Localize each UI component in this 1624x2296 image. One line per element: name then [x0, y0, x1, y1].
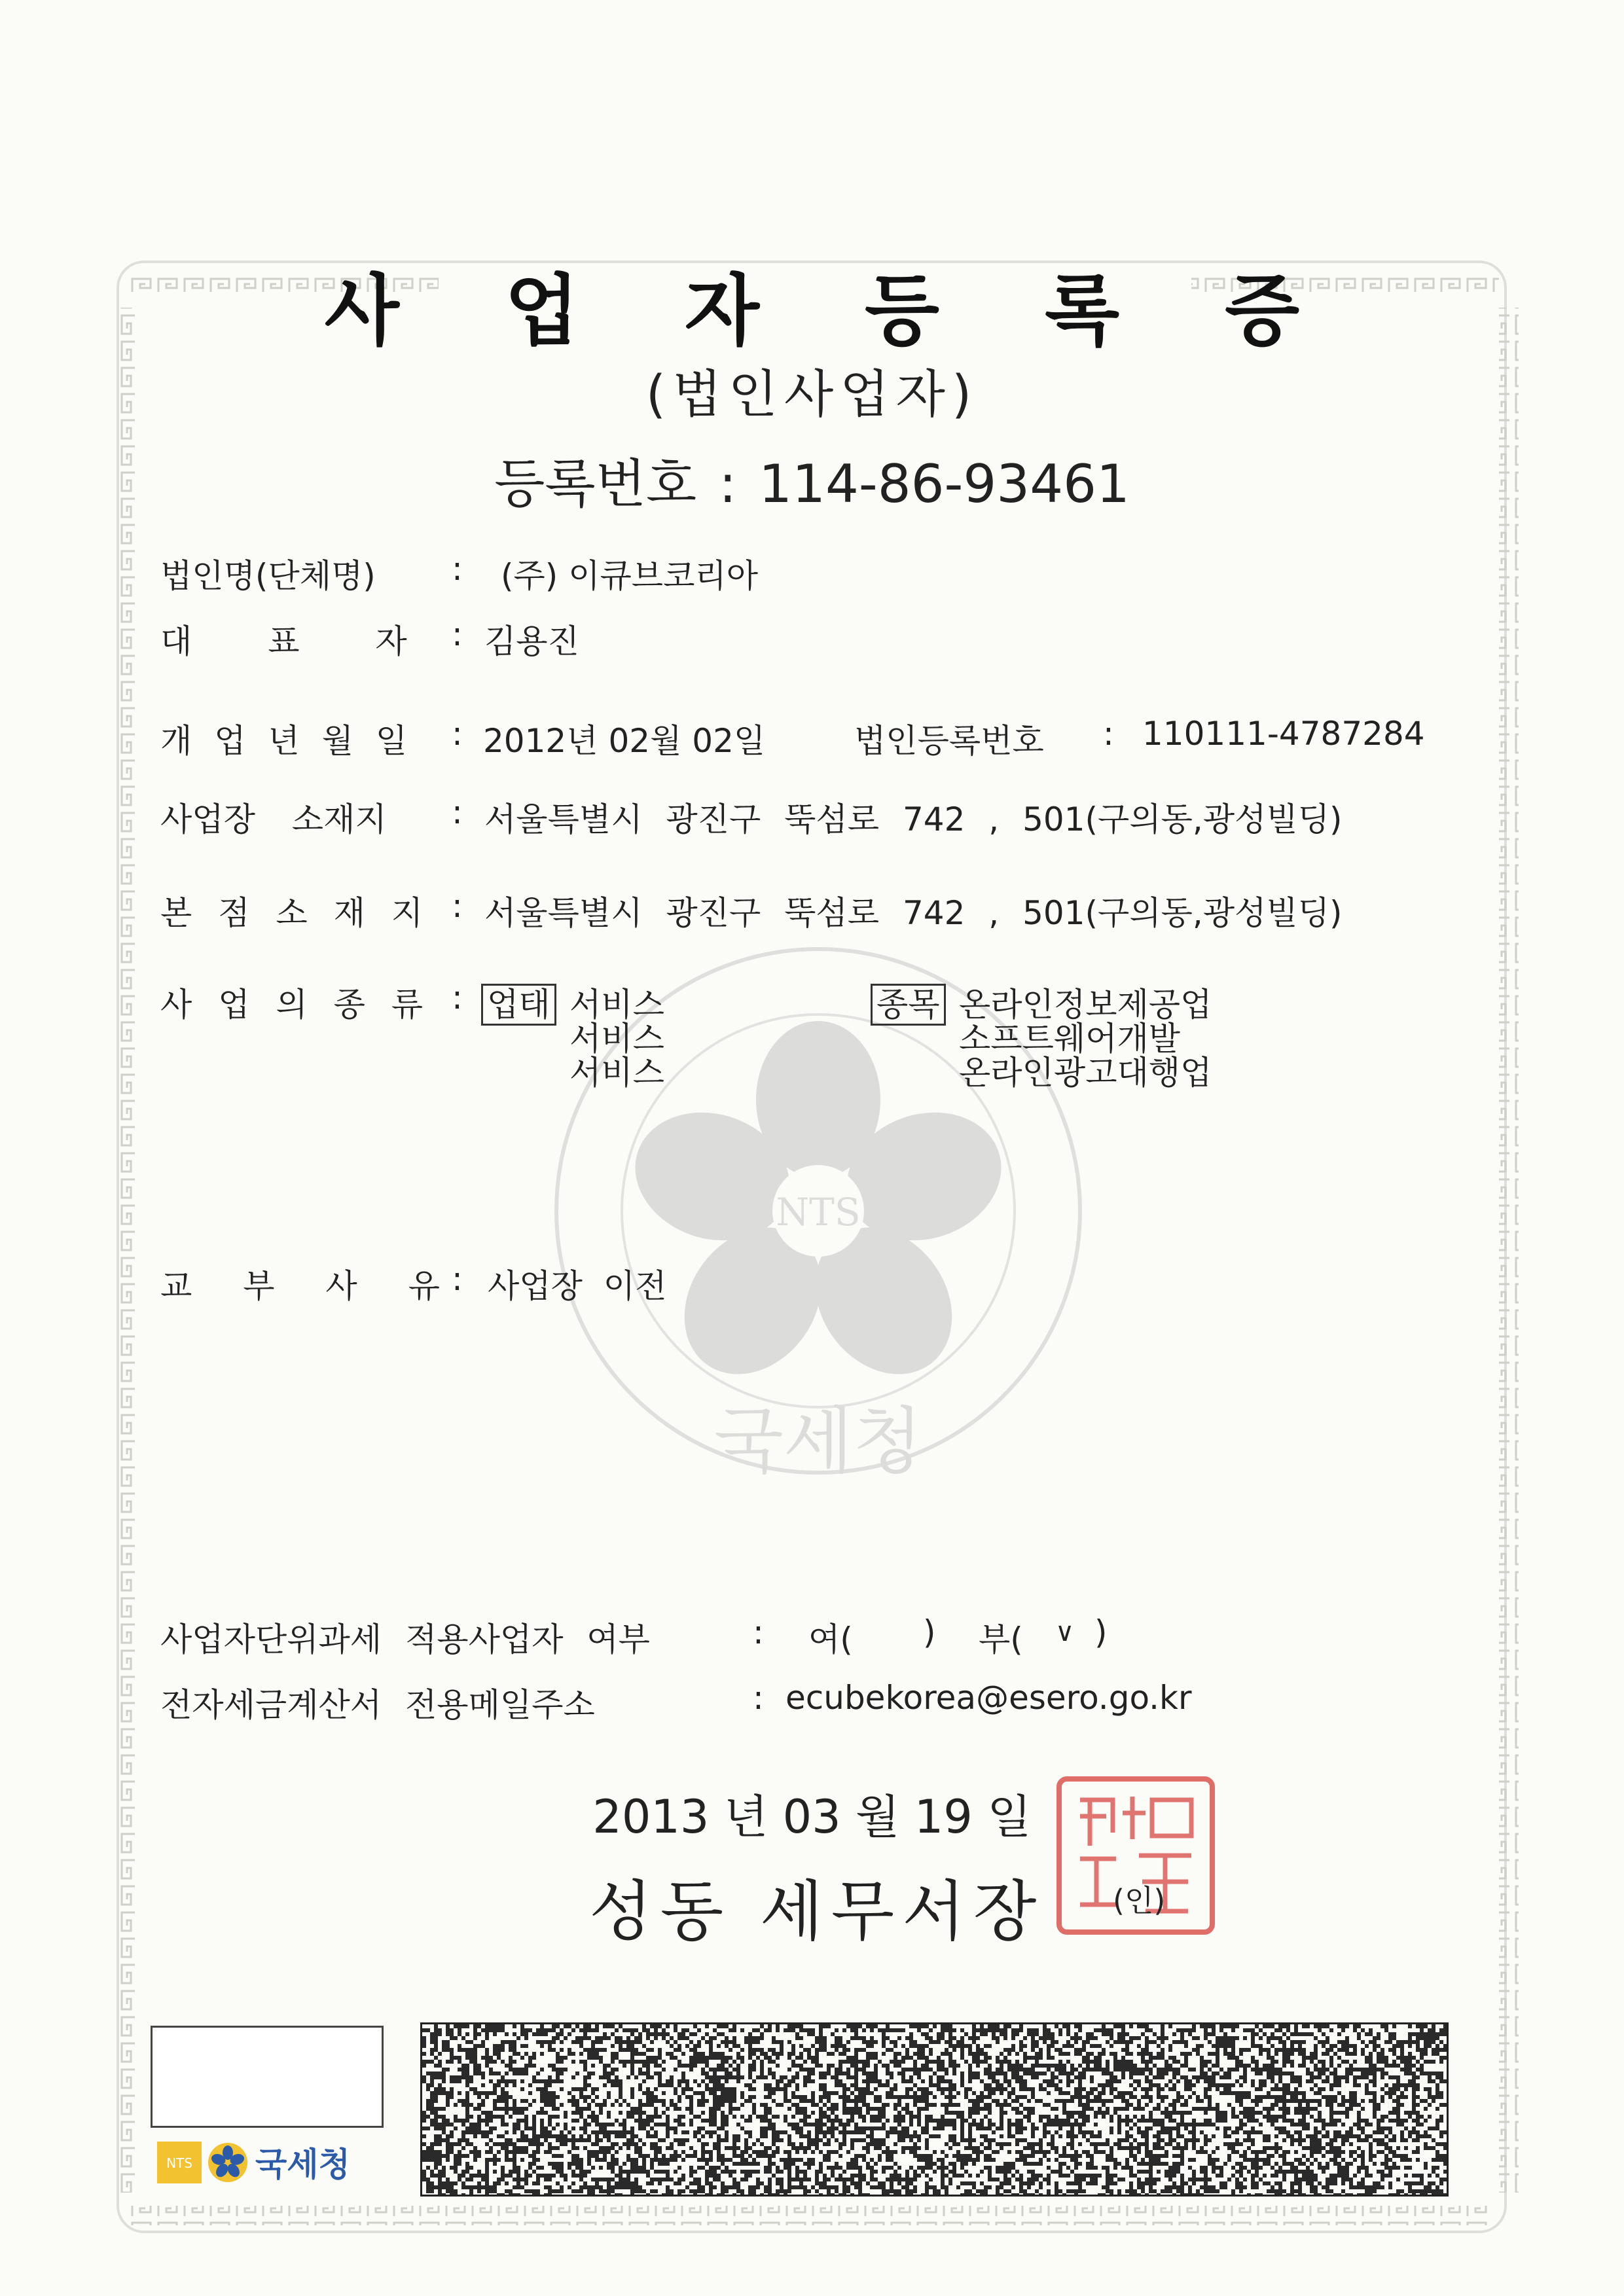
- field-colon: :: [452, 615, 463, 653]
- field-open-date: [0, 715, 1624, 761]
- item-entry: 온라인광고대행업: [959, 1054, 1212, 1092]
- unit-tax-yes-close: ): [923, 1613, 936, 1651]
- category-entry: 서비스: [569, 1020, 664, 1058]
- watermark-abbr: NTS: [776, 1190, 861, 1234]
- field-colon: :: [753, 1679, 764, 1717]
- field-label: 사업자단위과세 적용사업자 여부: [160, 1621, 650, 1659]
- logo-abbr: NTS: [166, 2155, 192, 2171]
- barcode-pattern: [422, 2024, 1447, 2197]
- field-business-type: [0, 978, 1624, 1103]
- field-corp-name: [0, 550, 1624, 596]
- tax-office-name: 성동 세무서장: [589, 1873, 1045, 1950]
- nts-logo: [157, 2135, 393, 2190]
- logo-name: 국세청: [255, 2145, 350, 2183]
- field-issue-reason: [0, 1260, 1624, 1306]
- field-label: 본 점 소 재 지: [160, 894, 424, 932]
- unit-tax-check-mark: ∨: [1055, 1617, 1075, 1647]
- field-value: 김용진: [484, 622, 579, 660]
- item-entry: 온라인정보제공업: [959, 986, 1212, 1024]
- blank-box: [151, 2026, 384, 2128]
- field-label: 전자세금계산서 전용메일주소: [160, 1686, 595, 1724]
- business-item-tag: [871, 978, 958, 1026]
- item-entry: 소프트웨어개발: [959, 1020, 1181, 1058]
- field-colon: :: [452, 1260, 463, 1298]
- field-label: 법인명(단체명): [160, 557, 376, 595]
- category-label: 업태: [481, 984, 556, 1026]
- field-colon: :: [753, 1613, 764, 1651]
- field-value: ecubekorea@esero.go.kr: [785, 1679, 1192, 1717]
- field-label: 사업장 소재지: [160, 800, 387, 838]
- registration-number-line: [0, 442, 1624, 517]
- field-colon: :: [452, 550, 463, 588]
- logo-flower-icon: [208, 2143, 247, 2182]
- field-email: [0, 1679, 1624, 1725]
- seal-mark: (인): [1113, 1883, 1166, 1918]
- field-label: 대 표 자: [160, 622, 407, 660]
- field-value: 2012년 02월 02일: [483, 722, 766, 760]
- field-colon: :: [452, 793, 463, 831]
- field-head-office: [0, 887, 1624, 933]
- registration-colon: :: [719, 454, 737, 514]
- category-entry: 서비스: [569, 986, 664, 1024]
- document-subtitle: (법인사업자): [645, 365, 979, 424]
- field-unit-tax: [0, 1613, 1624, 1659]
- field-colon: :: [452, 978, 463, 1016]
- 2d-barcode: [420, 2022, 1449, 2197]
- field-colon: :: [452, 887, 463, 925]
- corp-reg-label: 법인등록번호: [854, 722, 1044, 760]
- field-colon: :: [452, 715, 463, 753]
- corp-reg-value: 110111-4787284: [1142, 715, 1425, 753]
- category-entry: 서비스: [569, 1054, 664, 1092]
- field-value: (주) 이큐브코리아: [501, 557, 759, 595]
- document-title: 사 업 자 등 록 증: [324, 266, 1339, 356]
- registration-label: 등록번호: [494, 454, 697, 514]
- field-value: 서울특별시 광진구 뚝섬로 742 , 501(구의동,광성빌딩): [484, 894, 1343, 932]
- watermark-name: 국세청: [713, 1399, 923, 1483]
- field-business-address: [0, 793, 1624, 839]
- field-label: 사 업 의 종 류: [160, 986, 424, 1024]
- unit-tax-no: 부(: [979, 1621, 1023, 1659]
- field-label: 교 부 사 유: [160, 1267, 440, 1305]
- registration-number: 114-86-93461: [759, 454, 1130, 514]
- field-representative: [0, 615, 1624, 661]
- field-value: 사업장 이전: [488, 1267, 667, 1305]
- field-value: 서울특별시 광진구 뚝섬로 742 , 501(구의동,광성빌딩): [484, 800, 1343, 838]
- unit-tax-yes: 여(: [808, 1621, 853, 1659]
- business-category-tag: [481, 978, 568, 1026]
- field-label: 개 업 년 월 일: [160, 722, 408, 760]
- item-label: 종목: [871, 984, 946, 1026]
- corp-reg-colon: :: [1103, 715, 1114, 753]
- unit-tax-no-close: ): [1094, 1613, 1108, 1651]
- issue-date: 2013 년 03 월 19 일: [592, 1790, 1032, 1844]
